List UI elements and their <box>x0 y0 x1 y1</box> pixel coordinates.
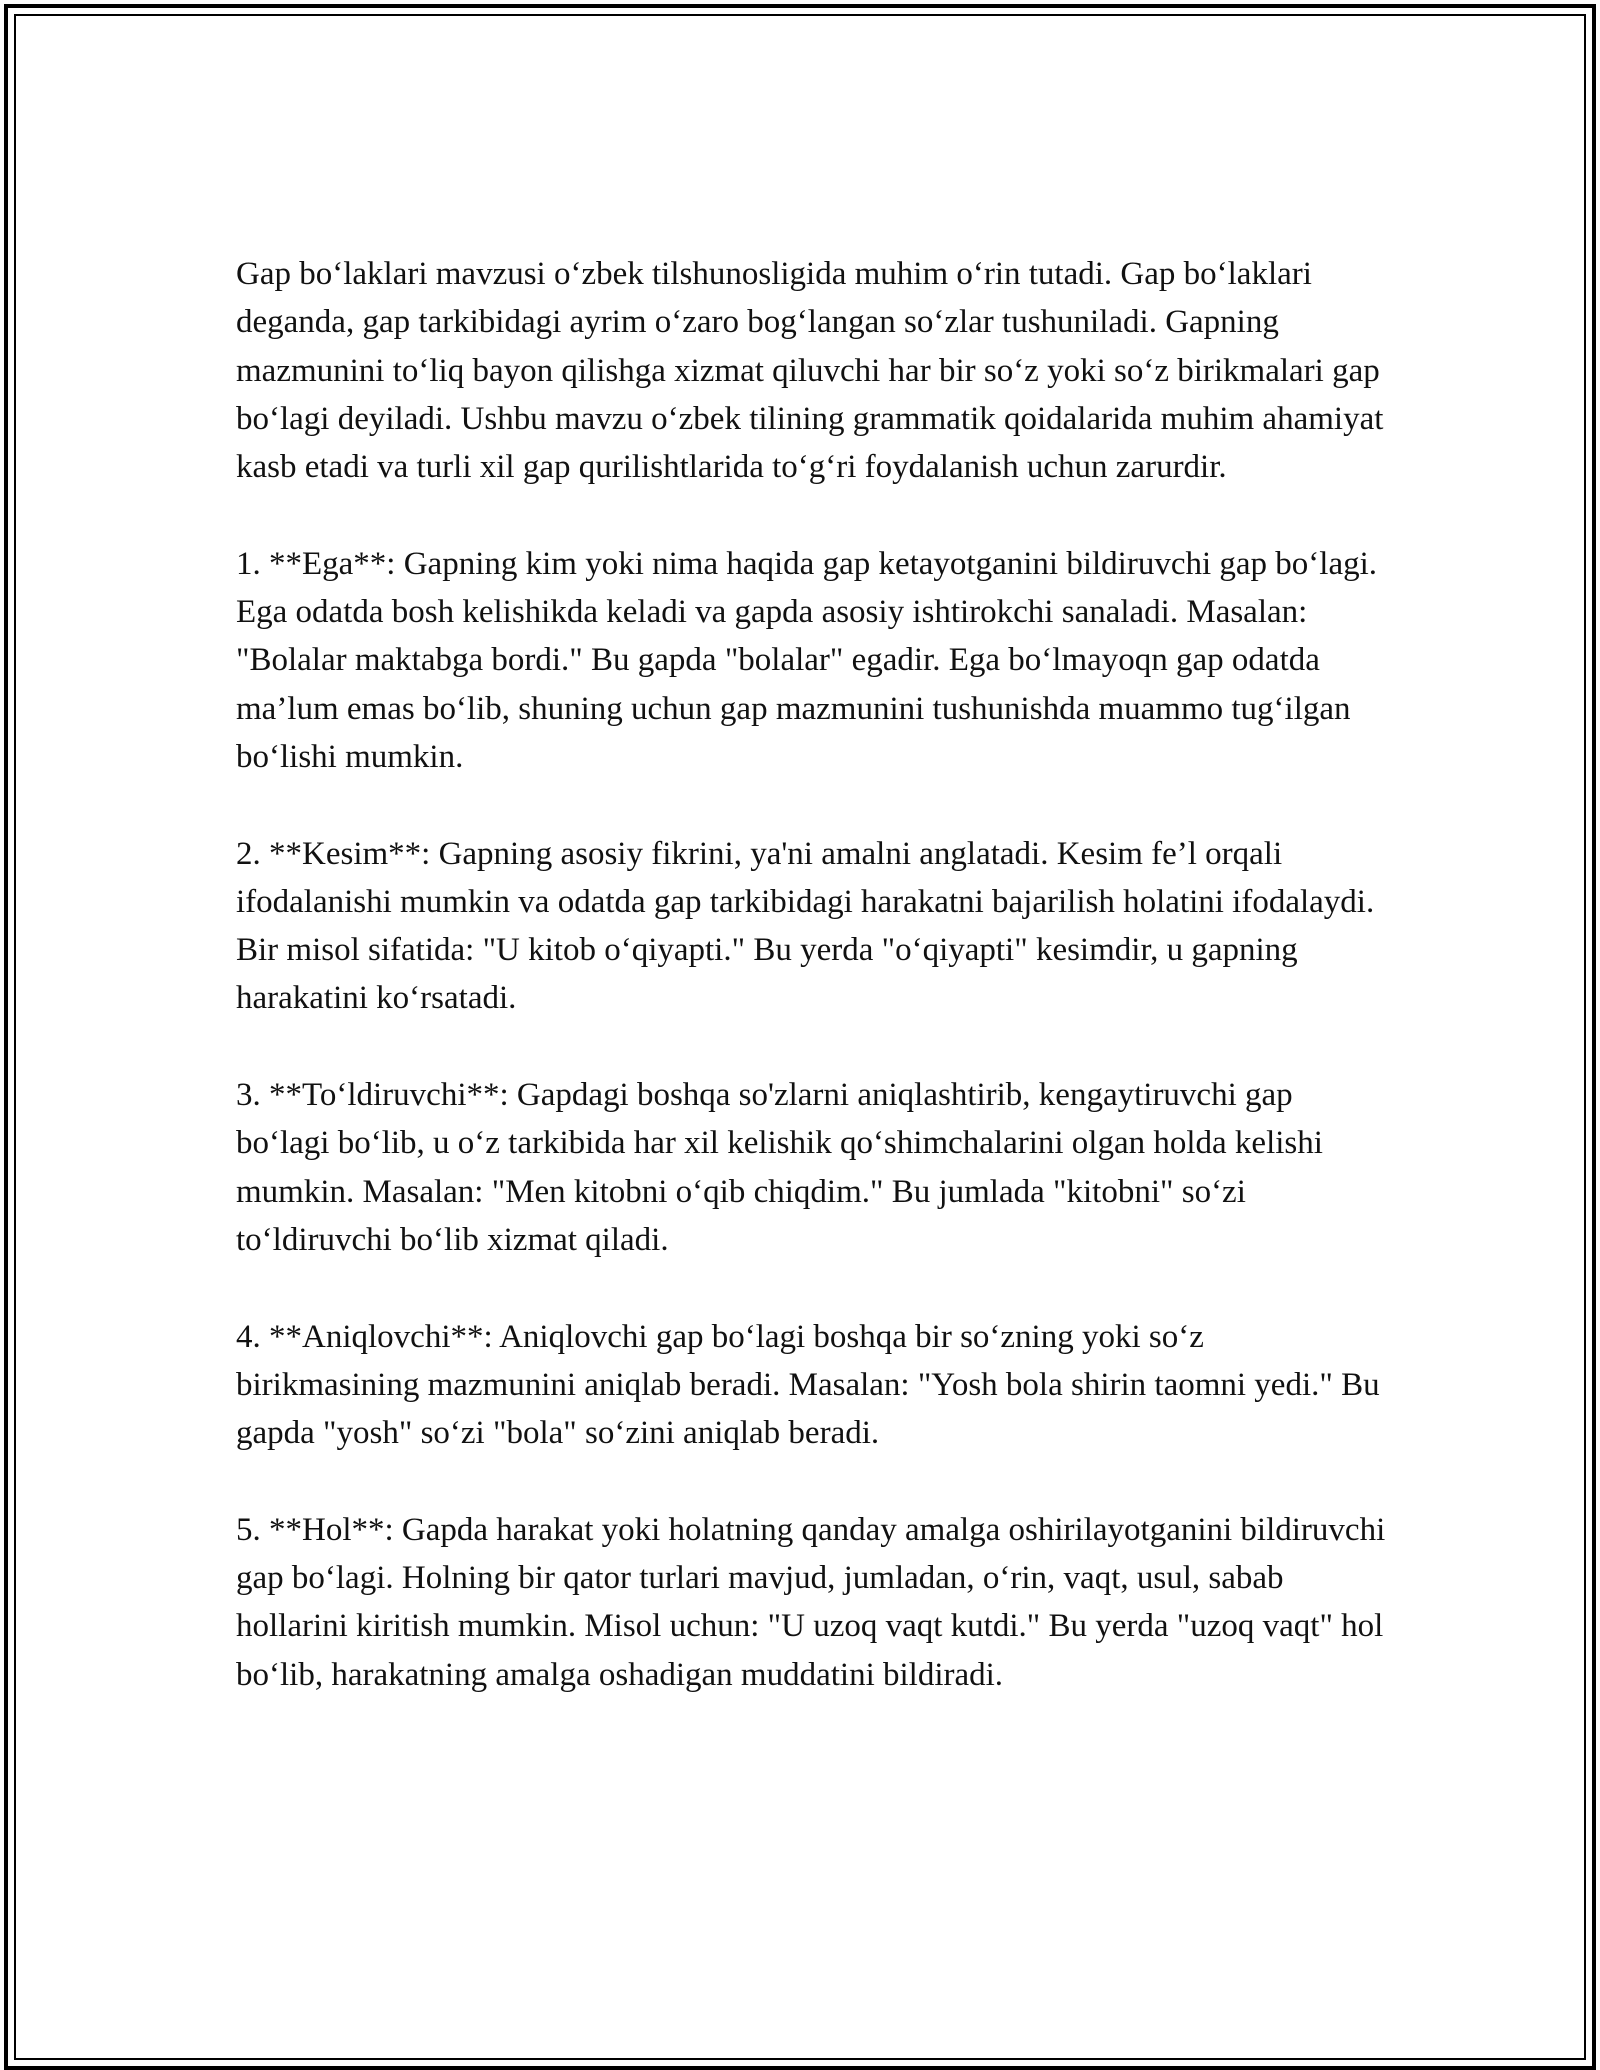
paragraph-toldiruvchi: 3. **To‘ldiruvchi**: Gapdagi boshqa so'zlarni aniqlashtirib, kengaytiruvchi gap bo‘lagi bo‘lib, u o‘z tarkibida har xil kelishik qo‘shimchalarini olgan holda kelishi mumkin. Masalan: "Men kitobni o‘qib chiqdim." Bu jumlada "kitobni" so‘zi to‘ldiruvchi bo‘lib xizmat qiladi. <box>236 1077 1323 1258</box>
intro-paragraph: Gap bo‘laklari mavzusi o‘zbek tilshunosligida muhim o‘rin tutadi. Gap bo‘laklari deganda, gap tarkibidagi ayrim o‘zaro bog‘langan so‘zlar tushuniladi. Gapning mazmunini to‘liq bayon qilishga xizmat qiluvchi har bir so‘z yoki so‘z birikmalari gap bo‘lagi deyiladi. Ushbu mavzu o‘zbek tilining grammatik qoidalarida muhim ahamiyat kasb etadi va turli xil gap qurilishtlarida to‘g‘ri foydalanish uchun zarurdir. <box>236 256 1384 486</box>
paragraph-kesim: 2. **Kesim**: Gapning asosiy fikrini, ya'ni amalni anglatadi. Kesim fe’l orqali ifodalanishi mumkin va odatda gap tarkibidagi harakatni bajarilish holatini ifodalaydi. Bir misol sifatida: "U kitob o‘qiyapti." Bu yerda "o‘qiyapti" kesimdir, u gapning harakatini ko‘rsatadi. <box>236 835 1375 1017</box>
paragraph-aniqlovchi: 4. **Aniqlovchi**: Aniqlovchi gap bo‘lagi boshqa bir so‘zning yoki so‘z birikmasining mazmunini aniqlab beradi. Masalan: "Yosh bola shirin taomni yedi." Bu gapda "yosh" so‘zi "bola" so‘zini aniqlab beradi. <box>236 1318 1380 1452</box>
paragraph-ega: 1. **Ega**: Gapning kim yoki nima haqida gap ketayotganini bildiruvchi gap bo‘lagi. Ega odatda bosh kelishikda keladi va gapda asosiy ishtirokchi sanaladi. Masalan: "Bolalar maktabga bordi." Bu gapda "bolalar" egadir. Ega bo‘lmayoqn gap odatda ma’lum emas bo‘lib, shuning uchun gap mazmunini tushunishda muammo tug‘ilgan bo‘lishi mumkin. <box>236 545 1378 775</box>
document-body <box>236 250 1386 1747</box>
paragraph-hol: 5. **Hol**: Gapda harakat yoki holatning qanday amalga oshirilayotganini bildiruvchi gap bo‘lagi. Holning bir qator turlari mavjud, jumladan, o‘rin, vaqt, usul, sabab hollarini kiritish mumkin. Misol uchun: "U uzoq vaqt kutdi." Bu yerda "uzoq vaqt" hol bo‘lib, harakatning amalga oshadigan muddatini bildiradi. <box>236 1511 1386 1693</box>
